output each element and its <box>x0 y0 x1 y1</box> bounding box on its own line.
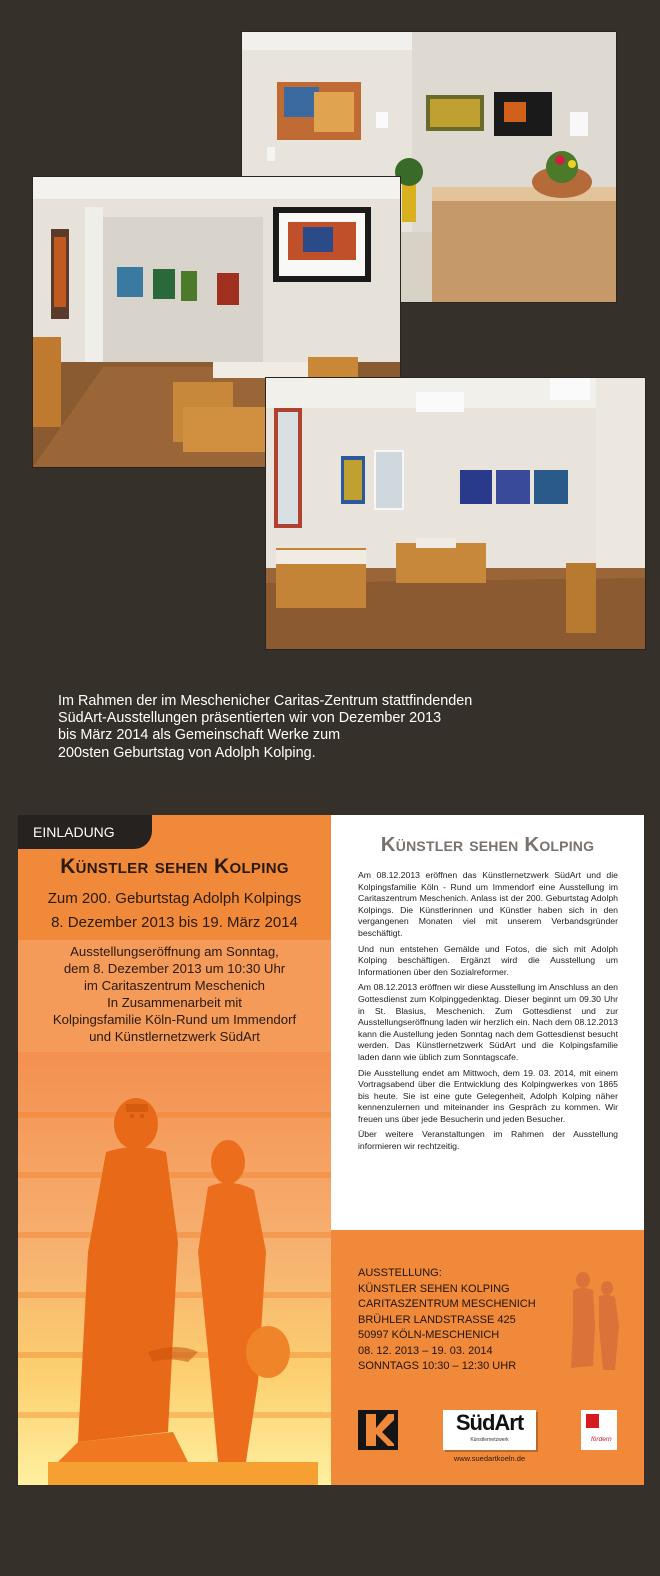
body-paragraph: Und nun entstehen Gemälde und Fotos, die sich mit Adolph Kolping beschäftigen. Ergänzt wird die Ausstellung um Informationen über den Sozialreformer. <box>358 943 618 977</box>
gallery-photo-3-image <box>266 378 645 649</box>
body-paragraph: Die Ausstellung endet am Mittwoch, dem 19. 03. 2014, mit einem Vortragsabend über die Entwicklung des Kolpingwerkes von 1865 bis heute. Sie ist eine gute Gelegenheit, Adolph Kolping näher kennenzulernen und miteinander ins Gespräch zu kommen. Wir freuen uns über jede Besucherin und jeden Besucher. <box>358 1067 618 1124</box>
exhibition-line: BRÜHLER LANDSTRASSE 425 <box>358 1313 516 1326</box>
intro-text <box>58 693 578 762</box>
intro-line: SüdArt-Ausstellungen präsentierten wir von Dezember 2013 <box>58 710 442 727</box>
kolping-k-icon <box>358 1410 398 1450</box>
sudart-logo <box>443 1410 536 1450</box>
einladung-tab: EINLADUNG <box>18 815 152 849</box>
sudart-url: www.suedartkoeln.de <box>453 1454 526 1463</box>
kolping-statue-image <box>18 1052 331 1485</box>
exhibition-line: AUSSTELLUNG: <box>358 1267 442 1279</box>
intro-line: Im Rahmen der im Meschenicher Caritas-Zentrum stattfindenden <box>58 693 473 709</box>
exhibition-line: CARITASZENTRUM MESCHENICH <box>358 1298 536 1310</box>
kolping-logo <box>358 1410 398 1450</box>
mini-statue-image <box>563 1266 625 1374</box>
text-panel-title: Künstler sehen Kolping <box>380 833 595 856</box>
exhibition-details <box>358 1266 536 1375</box>
body-paragraph: Am 08.12.2013 eröffnen wir diese Ausstellung im Anschluss an den Gottesdienst zum Kolpinggedenktag. Dieser beginnt um 09.30 Uhr in St. Blasius, Meschenich. Zum Gottesdienst und zur Ausstellungseröffnung laden wir herzlich ein. Nach dem 08.12.2013 kann die Austellung jeden Sonntag nach dem Gottesdienst besucht werden. Das Künstlernetzwerk SüdArt und die Kolpingsfamilie laden dann wie üblich zum Sonntagscafe. <box>358 982 618 1062</box>
exhibition-line: SONNTAGS 10:30 – 12:30 UHR <box>358 1360 517 1372</box>
flyer-text-panel <box>331 815 644 1230</box>
flyer-subtitle-2: 8. Dezember 2013 bis 19. März 2014 <box>51 914 298 931</box>
gallery-photo-3 <box>266 378 645 649</box>
flyer-title: Künstler sehen Kolping <box>60 855 289 878</box>
sudart-logo-text: SüdArt <box>455 1410 524 1435</box>
exhibition-line: 08. 12. 2013 – 19. 03. 2014 <box>358 1344 493 1357</box>
exhibition-line: 50997 KÖLN-MESCHENICH <box>358 1329 500 1341</box>
exhibition-line: KÜNSTLER SEHEN KOLPING <box>358 1282 510 1295</box>
opening-line: In Zusammenarbeit mit <box>107 995 242 1010</box>
caritas-logo-text: fördern <box>591 1436 612 1443</box>
caritas-cross-icon <box>586 1414 599 1428</box>
flyer-body-text <box>358 870 618 1157</box>
sudart-logo-subtext: Künstlernetzwerk <box>470 1437 509 1443</box>
flyer-left-panel <box>18 815 331 1485</box>
caritas-logo <box>581 1410 617 1450</box>
opening-info-box <box>18 940 331 1052</box>
flyer-subtitle-1: Zum 200. Geburtstag Adolph Kolpings <box>47 890 302 907</box>
body-paragraph: Über weitere Veranstaltungen im Rahmen der Ausstellung informieren wir rechtzeitig. <box>358 1129 618 1152</box>
body-paragraph: Am 08.12.2013 eröffnen das Künstlernetzwerk SüdArt und die Kolpingsfamilie Köln - Rund um Immendorf eine Ausstellung im Caritaszentrum Meschenich. Anlass ist der 200. Geburtstag Adolph Kolpings. Die Künstlerinnen und Künstler haben sich in den vergangenen Monaten viel mit unserem Verbandsgründer beschäftigt. <box>358 870 618 938</box>
flyer-info-panel <box>331 1230 644 1485</box>
intro-line: bis März 2014 als Gemeinschaft Werke zum <box>58 727 341 744</box>
opening-line: Kolpingsfamilie Köln-Rund um Immendorf <box>52 1012 297 1027</box>
opening-line: dem 8. Dezember 2013 um 10:30 Uhr <box>63 961 286 976</box>
opening-line: und Künstlernetzwerk SüdArt <box>89 1029 260 1044</box>
opening-line: im Caritaszentrum Meschenich <box>83 978 266 993</box>
opening-line: Ausstellungseröffnung am Sonntag, <box>70 944 279 959</box>
intro-line: 200sten Geburtstag von Adolph Kolping. <box>58 744 316 761</box>
